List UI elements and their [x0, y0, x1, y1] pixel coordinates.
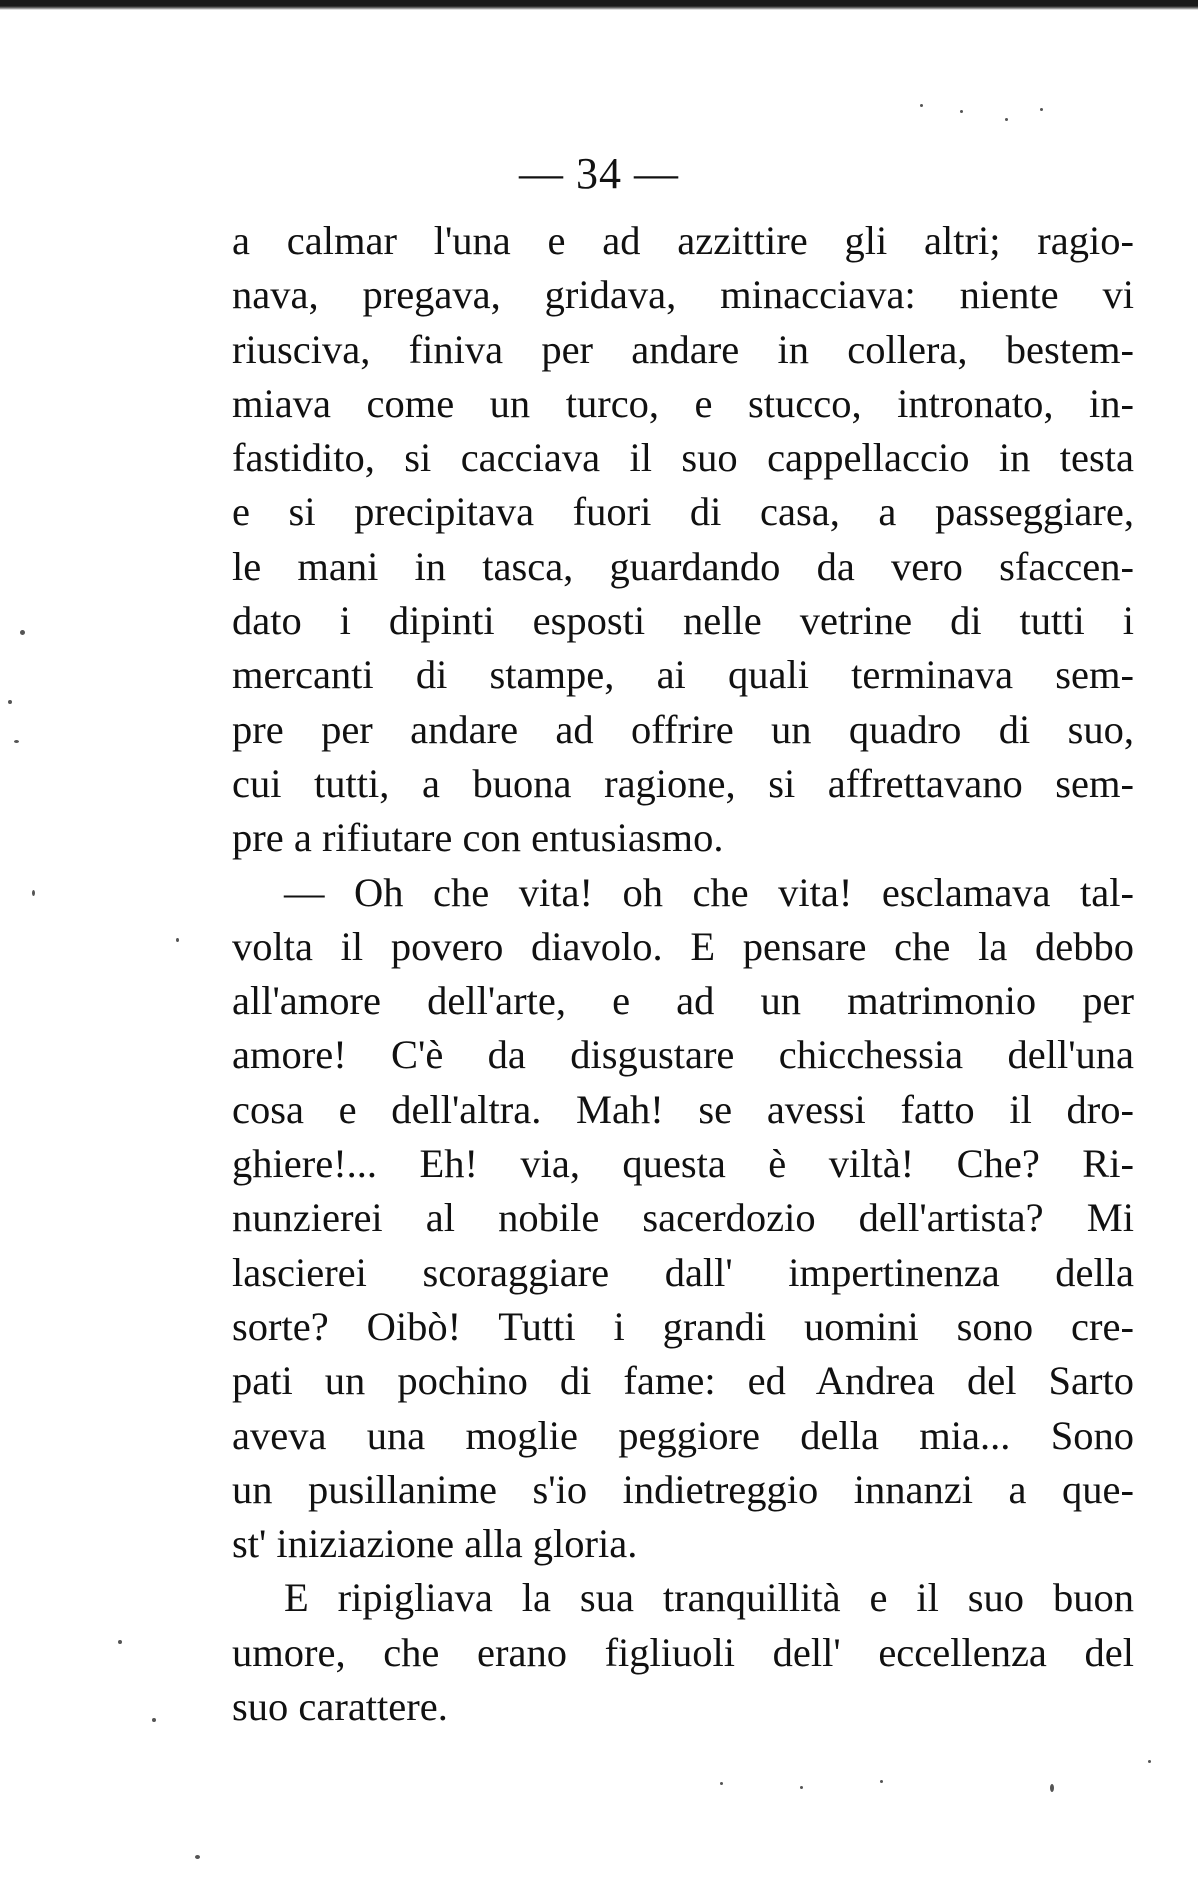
text-line: umore, che erano figliuoli dell' eccellenza del [232, 1629, 1134, 1675]
text-line: dato i dipinti esposti nelle vetrine di tutti i [232, 598, 1134, 644]
scan-speck [1148, 1760, 1151, 1763]
text-line: ghiere!... Eh! via, questa è viltà! Che? Ri- [232, 1141, 1134, 1187]
paragraph-2 [232, 866, 1134, 1572]
scan-speck [1040, 108, 1043, 111]
top-edge-rule [0, 0, 1198, 10]
text-line: — Oh che vita! oh che vita! esclamava tal- [284, 869, 1134, 915]
scan-speck [880, 1780, 883, 1783]
scan-speck [118, 1640, 122, 1644]
text-line: pre a rifiutare con entusiasmo. [232, 815, 724, 861]
text-line: un pusillanime s'io indietreggio innanzi a que- [232, 1466, 1134, 1512]
text-line: pati un pochino di fame: ed Andrea del Sarto [232, 1358, 1134, 1404]
text-line: lascierei scoraggiare dall' impertinenza della [232, 1249, 1134, 1295]
text-line: miava come un turco, e stucco, intronato, in- [232, 380, 1134, 426]
text-line: mercanti di stampe, ai quali terminava sem- [232, 652, 1134, 698]
scan-speck [195, 1855, 200, 1859]
text-line: all'amore dell'arte, e ad un matrimonio per [232, 978, 1134, 1024]
text-line: nunzierei al nobile sacerdozio dell'artista? Mi [232, 1195, 1134, 1241]
scan-speck [920, 104, 923, 107]
text-line: pre per andare ad offrire un quadro di suo, [232, 706, 1134, 752]
body-text [232, 214, 1134, 1734]
text-line: riusciva, finiva per andare in collera, bestem- [232, 326, 1134, 372]
text-line: suo carattere. [232, 1684, 448, 1730]
text-line: fastidito, si cacciava il suo cappellaccio in testa [232, 435, 1134, 481]
text-line: aveva una moglie peggiore della mia... Sono [232, 1412, 1134, 1458]
scan-speck [1050, 1784, 1054, 1792]
scan-speck [32, 890, 35, 896]
text-line: a calmar l'una e ad azzittire gli altri; ragio- [232, 218, 1134, 263]
text-line: cui tutti, a buona ragione, si affrettavano sem- [232, 760, 1134, 806]
scan-speck [20, 630, 25, 635]
text-line: nava, pregava, gridava, minacciava: niente vi [232, 272, 1134, 318]
scan-speck [800, 1786, 803, 1789]
scan-speck [14, 740, 19, 743]
page-number: — 34 — [519, 149, 679, 198]
scan-speck [176, 938, 179, 942]
scan-speck [960, 110, 963, 113]
scan-speck [152, 1718, 156, 1722]
scan-speck [720, 1782, 723, 1785]
scan-speck [8, 700, 12, 704]
text-line: cosa e dell'altra. Mah! se avessi fatto il dro- [232, 1086, 1134, 1132]
text-line: le mani in tasca, guardando da vero sfaccen- [232, 543, 1134, 589]
scan-speck [1005, 118, 1008, 121]
text-line: volta il povero diavolo. E pensare che la debbo [232, 923, 1134, 969]
text-line: e si precipitava fuori di casa, a passeggiare, [232, 489, 1134, 535]
paragraph-1 [232, 214, 1134, 866]
text-line: st' iniziazione alla gloria. [232, 1521, 638, 1567]
text-line: sorte? Oibò! Tutti i grandi uomini sono cre- [232, 1303, 1134, 1349]
text-line: amore! C'è da disgustare chicchessia dell'una [232, 1032, 1134, 1078]
text-line: E ripigliava la sua tranquillità e il suo buon [284, 1575, 1134, 1621]
paragraph-3 [232, 1571, 1134, 1734]
